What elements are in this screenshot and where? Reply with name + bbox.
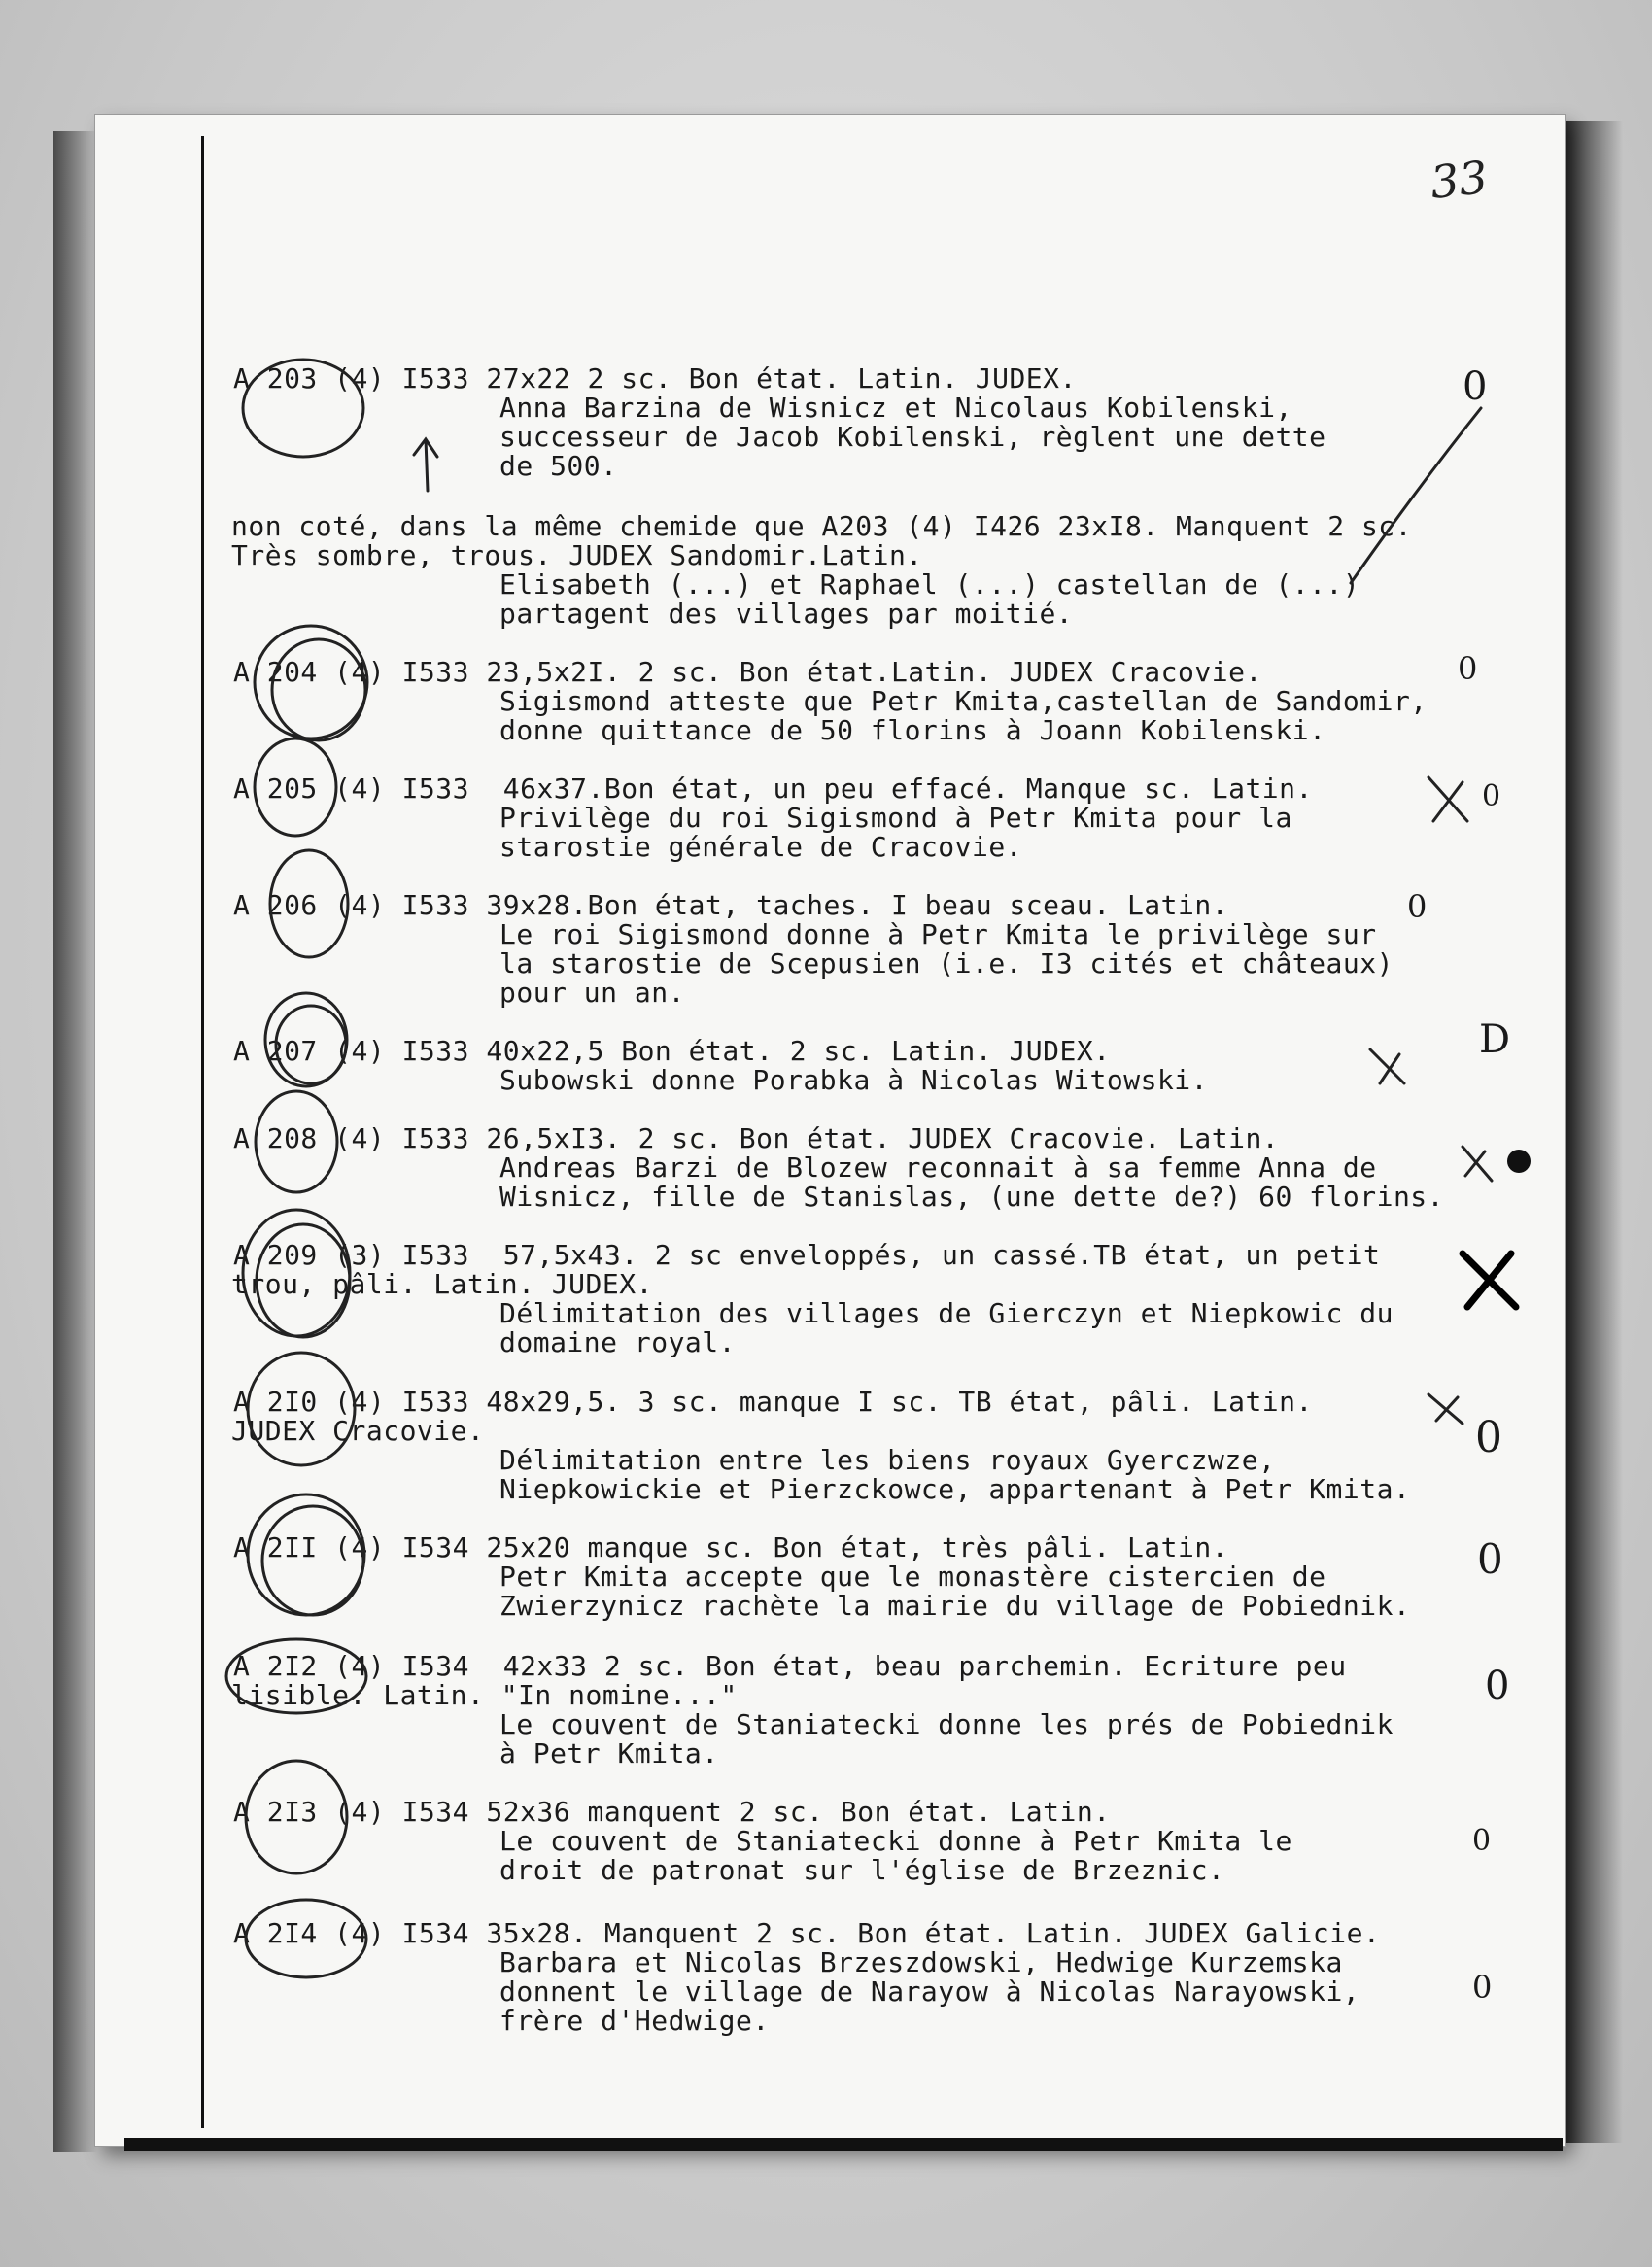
entry-line: successeur de Jacob Kobilenski, règlent une dette: [499, 421, 1326, 453]
entry-line: Le roi Sigismond donne à Petr Kmita le privilège sur: [499, 918, 1377, 950]
entry-line: Le couvent de Staniatecki donne les prés de Pobiednik: [499, 1708, 1394, 1740]
entry-line: A 205 (4) I533 46x37.Bon état, un peu effacé. Manque sc. Latin.: [233, 773, 1313, 805]
entry-line: frère d'Hedwige.: [499, 2005, 770, 2037]
margin-mark: 0: [1485, 1664, 1510, 1708]
entry-line: Délimitation entre les biens royaux Gyerczwze,: [499, 1444, 1276, 1476]
bottom-rule: [124, 2138, 1563, 2151]
entry-line: Elisabeth (...) et Raphael (...) castellan de (...): [499, 568, 1360, 601]
page-edge-shadow-right: [1565, 121, 1623, 2143]
margin-mark: D: [1479, 1017, 1511, 1062]
entry-line: Très sombre, trous. JUDEX Sandomir.Latin.: [231, 539, 923, 571]
entry-line: droit de patronat sur l'église de Brzeznic.: [499, 1854, 1225, 1886]
margin-mark: 0: [1458, 650, 1478, 687]
entry-line: A 209 (3) I533 57,5x43. 2 sc enveloppés, un cassé.TB état, un petit: [233, 1239, 1381, 1271]
entry-line: Niepkowickie et Pierzckowce, appartenant à Petr Kmita.: [499, 1473, 1411, 1505]
entry-line: Anna Barzina de Wisnicz et Nicolaus Kobilenski,: [499, 392, 1292, 424]
entry-line: A 208 (4) I533 26,5xI3. 2 sc. Bon état. JUDEX Cracovie. Latin.: [233, 1122, 1280, 1154]
entry-line: Zwierzynicz rachète la mairie du village de Pobiednik.: [499, 1590, 1411, 1622]
entry-line: non coté, dans la même chemide que A203 (4) I426 23xI8. Manquent 2 sc.: [231, 510, 1413, 542]
entry-line: à Petr Kmita.: [499, 1737, 719, 1769]
margin-mark: 0: [1472, 1969, 1493, 2006]
entry-line: de 500.: [499, 450, 618, 482]
entry-line: A 2I2 (4) I534 42x33 2 sc. Bon état, beau parchemin. Ecriture peu: [233, 1650, 1347, 1682]
entry-line: starostie générale de Cracovie.: [499, 831, 1023, 863]
entry-line: Délimitation des villages de Gierczyn et Niepkowic du: [499, 1297, 1394, 1329]
entry-line: A 204 (4) I533 23,5x2I. 2 sc. Bon état.Latin. JUDEX Cracovie.: [233, 656, 1262, 688]
page-number: 33: [1428, 151, 1491, 209]
entry-line: donnent le village de Narayow à Nicolas Narayowski,: [499, 1975, 1360, 2008]
entry-line: partagent des villages par moitié.: [499, 598, 1074, 630]
entry-line: Wisnicz, fille de Stanislas, (une dette de?) 60 florins.: [499, 1181, 1445, 1213]
entry-line: A 206 (4) I533 39x28.Bon état, taches. I beau sceau. Latin.: [233, 889, 1229, 921]
page-edge-shadow-left: [53, 131, 97, 2152]
entry-line: domaine royal.: [499, 1326, 737, 1358]
entry-line: donne quittance de 50 florins à Joann Kobilenski.: [499, 714, 1326, 746]
entry-line: Privilège du roi Sigismond à Petr Kmita pour la: [499, 802, 1292, 834]
entry-line: Subowski donne Porabka à Nicolas Witowski.: [499, 1064, 1209, 1096]
margin-rule: [201, 136, 204, 2128]
entry-line: Le couvent de Staniatecki donne à Petr Kmita le: [499, 1825, 1292, 1857]
margin-mark: 0: [1482, 779, 1501, 813]
margin-mark: 0: [1407, 888, 1428, 925]
entry-line: A 207 (4) I533 40x22,5 Bon état. 2 sc. Latin. JUDEX.: [233, 1035, 1111, 1067]
entry-line: JUDEX Cracovie.: [231, 1415, 485, 1447]
entry-line: pour un an.: [499, 977, 685, 1009]
entry-line: Petr Kmita accepte que le monastère cistercien de: [499, 1561, 1326, 1593]
entry-line: Sigismond atteste que Petr Kmita,castellan de Sandomir,: [499, 685, 1428, 717]
entry-line: lisible. Latin. "In nomine...": [231, 1679, 738, 1711]
margin-mark: 0: [1475, 1413, 1503, 1462]
entry-line: trou, pâli. Latin. JUDEX.: [231, 1268, 653, 1300]
margin-mark: 0: [1463, 364, 1488, 409]
margin-mark: 0: [1477, 1535, 1504, 1583]
margin-mark: 0: [1472, 1824, 1492, 1858]
entry-line: A 2I0 (4) I533 48x29,5. 3 sc. manque I sc. TB état, pâli. Latin.: [233, 1386, 1313, 1418]
entry-line: Barbara et Nicolas Brzeszdowski, Hedwige Kurzemska: [499, 1946, 1343, 1978]
entry-line: A 2I3 (4) I534 52x36 manquent 2 sc. Bon état. Latin.: [233, 1796, 1111, 1828]
entry-line: A 203 (4) I533 27x22 2 sc. Bon état. Latin. JUDEX.: [233, 362, 1077, 395]
entry-line: A 2II (4) I534 25x20 manque sc. Bon état, très pâli. Latin.: [233, 1531, 1229, 1563]
entry-line: A 2I4 (4) I534 35x28. Manquent 2 sc. Bon état. Latin. JUDEX Galicie.: [233, 1917, 1381, 1949]
entry-line: la starostie de Scepusien (i.e. I3 cités et châteaux): [499, 947, 1394, 979]
entry-line: Andreas Barzi de Blozew reconnait à sa femme Anna de: [499, 1151, 1377, 1184]
